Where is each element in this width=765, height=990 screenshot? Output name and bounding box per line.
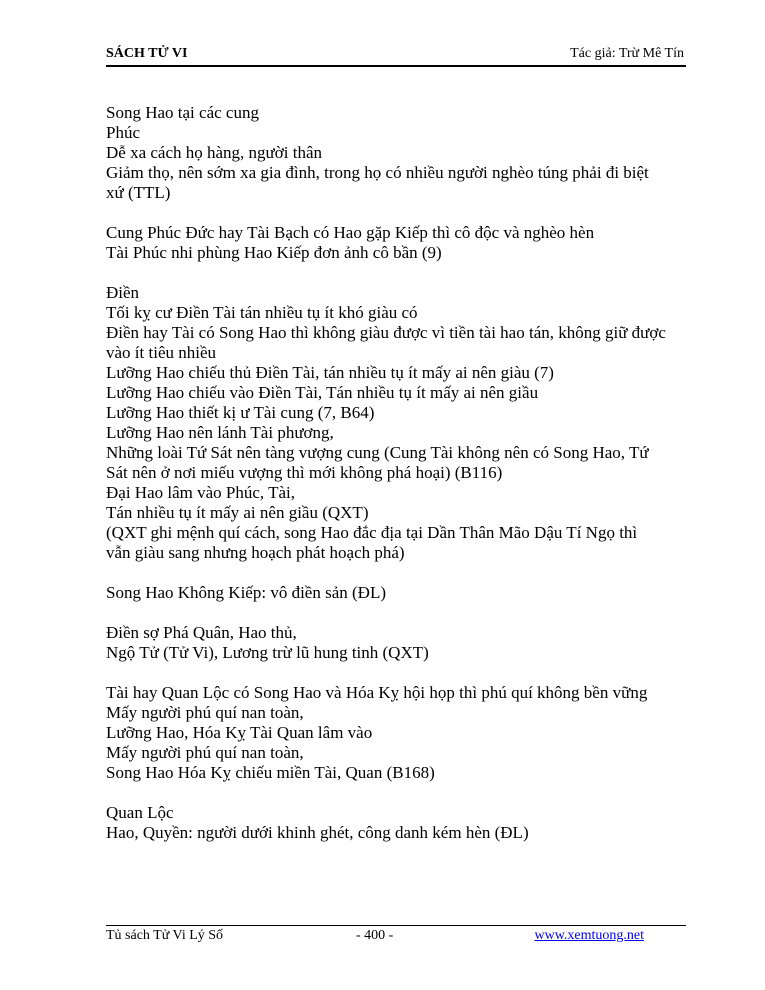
text-line: xứ (TTL) [106,183,171,202]
document-body [106,103,691,843]
text-line: (QXT ghi mệnh quí cách, song Hao đắc địa tại Dần Thân Mão Dậu Tí Ngọ thì [106,523,638,542]
text-line: Điền sợ Phá Quân, Hao thủ, [106,623,297,642]
paragraph-gap [106,563,691,583]
text-line: Điền [106,283,140,302]
footer-series-title: Tủ sách Tử Vi Lý Số [106,928,224,943]
text-line: Điền hay Tài có Song Hao thì không giàu được vì tiền tài hao tán, không giữ được [106,323,666,342]
paragraph-gap [106,203,691,223]
text-line: Lưỡng Hao thiết kị ư Tài cung (7, B64) [106,403,375,422]
text-line: vẫn giàu sang nhưng hoạch phát hoạch phá) [106,543,405,562]
text-line: Lưỡng Hao chiếu thủ Điền Tài, tán nhiều tụ ít mấy ai nên giàu (7) [106,363,554,382]
text-line: Lưỡng Hao, Hóa Kỵ Tài Quan lâm vào [106,723,373,742]
author-label: Tác giả: Trừ Mê Tín [570,46,684,61]
text-line: Giảm thọ, nên sớm xa gia đình, trong họ có nhiều người nghèo túng phải đi biệt [106,163,649,182]
text-line: Ngộ Tử (Tử Vi), Lương trừ lũ hung tinh (QXT) [106,643,429,662]
text-line: Cung Phúc Đức hay Tài Bạch có Hao gặp Kiếp thì cô độc và nghèo hèn [106,223,595,242]
header-divider [106,65,686,67]
text-line: Tài hay Quan Lộc có Song Hao và Hóa Kỵ hội họp thì phú quí không bền vững [106,683,648,702]
text-line: Lưỡng Hao nên lánh Tài phương, [106,423,334,442]
website-link[interactable]: www.xemtuong.net [534,928,644,943]
text-line: vào ít tiêu nhiều [106,343,217,362]
book-title: SÁCH TỬ VI [106,46,188,61]
text-line: Mấy người phú quí nan toàn, [106,743,304,762]
text-line: Tối kỵ cư Điền Tài tán nhiều tụ ít khó giàu có [106,303,418,322]
paragraph-gap [106,603,691,623]
text-line: Lưỡng Hao chiếu vào Điền Tài, Tán nhiều tụ ít mấy ai nên giầu [106,383,539,402]
text-line: Những loài Tứ Sát nên tàng vượng cung (Cung Tài không nên có Song Hao, Tứ [106,443,649,462]
text-line: Song Hao Không Kiếp: vô điền sản (ĐL) [106,583,386,602]
text-line: Hao, Quyền: người dưới khinh ghét, công danh kém hèn (ĐL) [106,823,529,842]
paragraph-gap [106,263,691,283]
text-line: Đại Hao lâm vào Phúc, Tài, [106,483,296,502]
text-line: Song Hao tại các cung [106,103,259,122]
text-line: Song Hao Hóa Kỵ chiếu miền Tài, Quan (B168) [106,763,435,782]
page-number: - 400 - [356,928,394,943]
text-line: Sát nên ở nơi miếu vượng thì mới không phá hoại) (B116) [106,463,503,482]
text-line: Tài Phúc nhi phùng Hao Kiếp đơn ảnh cô bần (9) [106,243,442,262]
paragraph-gap [106,663,691,683]
text-line: Phúc [106,123,140,142]
page-header [106,44,686,66]
text-line: Mấy người phú quí nan toàn, [106,703,304,722]
paragraph-gap [106,783,691,803]
text-line: Quan Lộc [106,803,174,822]
page-footer [106,928,686,948]
text-line: Tán nhiều tụ ít mấy ai nên giầu (QXT) [106,503,369,522]
footer-divider [106,925,686,926]
text-line: Dễ xa cách họ hàng, người thân [106,143,322,162]
